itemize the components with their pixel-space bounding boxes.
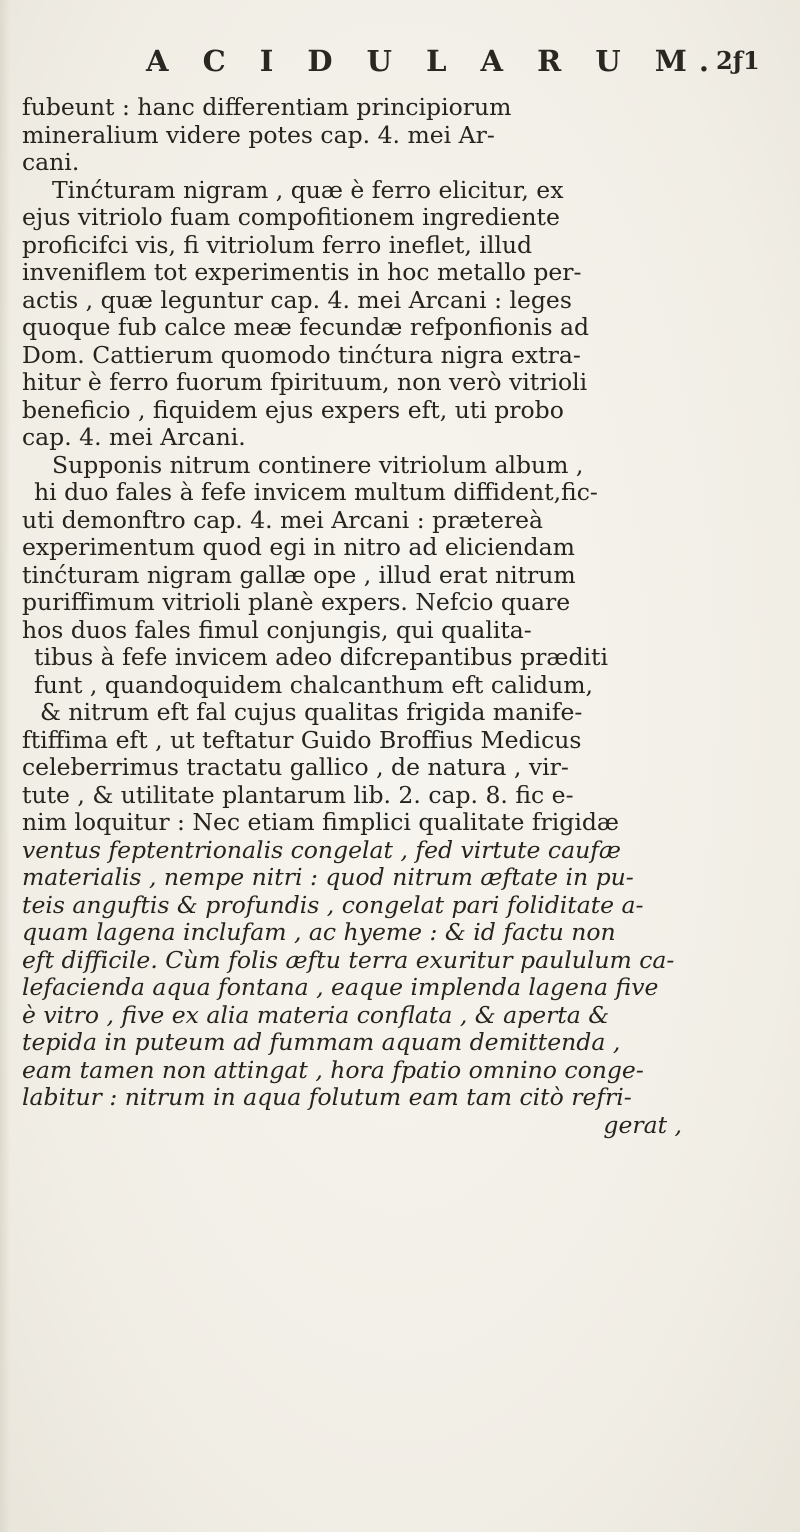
text-line: eft difficile. Cùm folis æftu terra exuritur paululum ca- (22, 945, 675, 974)
text-line: tepida in puteum ad fummam aquam demittenda , (22, 1028, 621, 1056)
text-line: ventus feptentrionalis congelat , fed virtute caufæ (22, 835, 622, 864)
text-line: funt , quandoquidem chalcanthum eft calidum, (34, 670, 593, 699)
text-line: actis , quæ leguntur cap. 4. mei Arcani : leges (22, 285, 572, 314)
text-line: gerat , (603, 1110, 682, 1139)
text-line: uti demonftro cap. 4. mei Arcani : prætereà (22, 505, 544, 534)
running-head-title: A C I D U L A R U M. (146, 44, 721, 78)
text-line: Supponis nitrum continere vitriolum album , (52, 450, 584, 479)
text-line: inveniflem tot experimentis in hoc metallo per- (22, 258, 582, 286)
text-line: beneficio , fiquidem ejus expers eft, uti probo (22, 395, 564, 424)
text-line: lefacienda aqua fontana , eaque implenda lagena five (22, 973, 659, 1001)
text-line: hitur è ferro fuorum fpirituum, non verò vitrioli (22, 368, 588, 396)
page-number: 2ƒ1 (716, 46, 760, 75)
running-head (0, 44, 800, 84)
text-line: labitur : nitrum in aqua folutum eam tam citò refri- (22, 1083, 632, 1111)
text-line: quam lagena inclufam , ac hyeme : & id factu non (22, 918, 616, 946)
text-line: proficifci vis, fi vitriolum ferro ineflet, illud (22, 230, 533, 259)
text-line: Tinćturam nigram , quæ è ferro elicitur, ex (52, 175, 564, 204)
text-line: materialis , nempe nitri : quod nitrum æftate in pu- (22, 863, 634, 891)
text-line: ejus vitriolo fuam compofitionem ingrediente (22, 203, 560, 231)
text-line: mineralium videre potes cap. 4. mei Ar- (22, 120, 495, 149)
text-line: nim loquitur : Nec etiam fimplici qualitate frigidæ (22, 808, 619, 836)
text-line: è vitro , five ex alia materia conflata , & aperta & (22, 1000, 610, 1029)
text-line: experimentum quod egi in nitro ad eliciendam (22, 533, 575, 561)
text-line: hi duo fales à fefe invicem multum diffident,fic- (34, 478, 598, 506)
text-line: quoque fub calce meæ fecundæ refponfionis ad (22, 313, 590, 341)
page-gutter-shadow (0, 0, 10, 1532)
text-line: puriffimum vitrioli planè expers. Nefcio quare (22, 588, 571, 616)
text-line: hos duos fales fimul conjungis, qui qualita- (22, 615, 532, 644)
text-line: ftiffima eft , ut teftatur Guido Broffius Medicus (22, 725, 582, 754)
text-line: & nitrum eft fal cujus qualitas frigida manife- (40, 698, 583, 726)
text-line: tute , & utilitate plantarum lib. 2. cap. 8. fic e- (22, 780, 574, 809)
text-line: cap. 4. mei Arcani. (22, 423, 246, 451)
body-text (22, 94, 792, 1139)
text-line: tibus à fefe invicem adeo difcrepantibus præditi (34, 643, 608, 671)
text-line: tinćturam nigram gallæ ope , illud erat nitrum (22, 560, 576, 589)
text-line: teis anguftis & profundis , congelat pari foliditate a- (22, 890, 644, 919)
text-line: fubeunt : hanc differentiam principiorum (22, 93, 512, 121)
text-line: celeberrimus tractatu gallico , de natura , vir- (22, 753, 569, 781)
text-line: Dom. Cattierum quomodo tinćtura nigra extra- (22, 340, 581, 369)
text-line: cani. (22, 148, 80, 176)
text-line: eam tamen non attingat , hora fpatio omnino conge- (22, 1055, 644, 1084)
